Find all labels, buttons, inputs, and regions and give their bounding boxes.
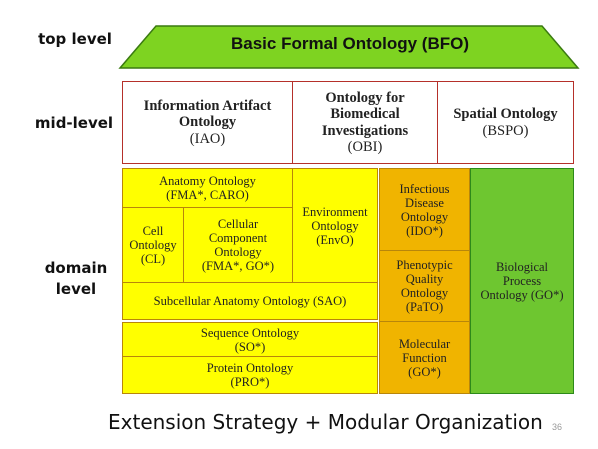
- molecular-function-box: Molecular Function (GO*): [379, 321, 470, 394]
- anatomy-box: Anatomy Ontology (FMA*, CARO): [122, 168, 293, 208]
- infectious-disease-box: Infectious Disease Ontology (IDO*): [379, 168, 470, 251]
- obi-box: [292, 81, 438, 164]
- iao-name: Information Artifact Ontology: [143, 98, 272, 131]
- cellular-component-box: Cellular Component Ontology (FMA*, GO*): [183, 207, 293, 283]
- footer-caption: Extension Strategy + Modular Organization: [108, 410, 543, 434]
- protein-box: Protein Ontology (PRO*): [122, 356, 378, 394]
- cell-box: Cell Ontology (CL): [122, 207, 184, 283]
- level-label-mid: mid-level: [34, 114, 114, 132]
- biological-process-box: Biological Process Ontology (GO*): [470, 168, 574, 394]
- phenotypic-quality-box: Phenotypic Quality Ontology (PaTO): [379, 250, 470, 322]
- iao-abbr: (IAO): [189, 130, 226, 147]
- level-label-domain: domain level: [44, 259, 108, 298]
- environment-box: Environment Ontology (EnvO): [292, 168, 378, 283]
- sequence-box: Sequence Ontology (SO*): [122, 322, 378, 357]
- obi-name: Ontology for Biomedical Investigations: [321, 90, 409, 139]
- iao-box: [122, 81, 293, 164]
- page-number: 36: [552, 422, 563, 432]
- bspo-abbr: (BSPO): [482, 122, 529, 139]
- bfo-title: Basic Formal Ontology (BFO): [230, 34, 470, 53]
- bspo-name: Spatial Ontology: [453, 106, 558, 123]
- obi-abbr: (OBI): [347, 138, 383, 155]
- level-label-top: top level: [38, 30, 112, 48]
- bspo-box: [437, 81, 574, 164]
- subcellular-box: Subcellular Anatomy Ontology (SAO): [122, 282, 378, 320]
